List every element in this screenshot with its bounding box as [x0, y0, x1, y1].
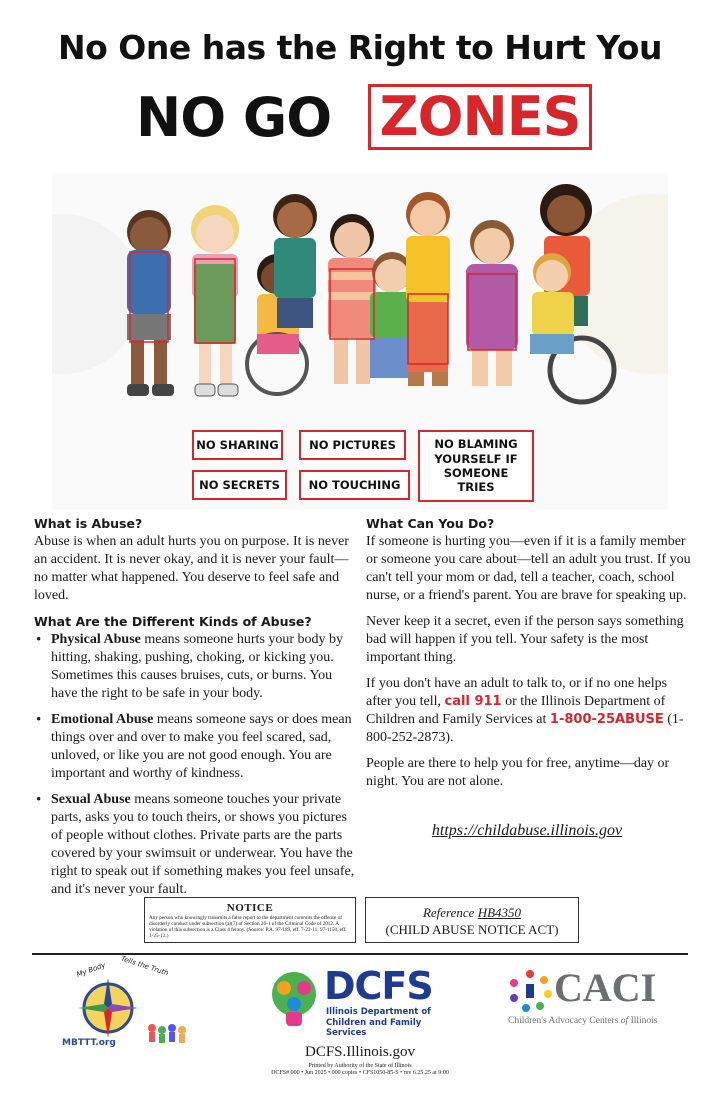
para-call-text-c: (1-800-252-2873). [366, 712, 684, 745]
zone-no-blaming: NO BLAMING YOURSELF IF SOMEONE TRIES [418, 430, 534, 502]
printed-by: Printed by Authority of the State of Illinois [308, 1063, 412, 1069]
caci-logo [506, 966, 666, 1032]
zone-outlines [130, 252, 516, 364]
reference-act: (CHILD ABUSE NOTICE ACT) [385, 922, 559, 937]
page-title: No One has the Right to Hurt You [58, 28, 662, 67]
list-item [34, 711, 356, 783]
kind-text: means someone touches your private parts, asks you to touch theirs, or shows you pictures of people without clothes. Private parts are the parts covered by your swimsuit or underwear. You have the right to speak out if something makes you feel unsafe, and it's never your fault. [51, 792, 355, 897]
para-help-free: People are there to help you for free, anytime—day or night. You are not alone. [366, 756, 670, 789]
mbttt-url: MBTTT.org [62, 1038, 116, 1048]
kinds-heading: What Are the Different Kinds of Abuse? [34, 614, 312, 629]
abuse-text: Abuse is when an adult hurts you on purpose. It is never an accident. It is never okay, and it is never your fault—no matter what happened. You deserve to feel safe and loved. [34, 534, 349, 603]
reference-box [365, 897, 579, 943]
kind-text: means someone says or does mean things over and over to make you feel scared, sad, unloved, or like you are not good enough. You are important and worthy of kindness. [51, 712, 352, 781]
zone-no-pictures: NO PICTURES [299, 430, 406, 460]
para-tell-adult: If someone is hurting you—even if it is a family member or someone you care about—tell an adult you trust. If you can't tell your mom or dad, tell a teacher, coach, school nurse, or a friend's parent. You are brave for speaking up. [366, 534, 691, 603]
mbttt-arc-right: Tells the Truth [119, 954, 170, 978]
print-codes: DCFS# 000 • Jun 2025 • 000 copies • CFS1050-85-S • rev 6.25.25 at 9:00 [271, 1070, 449, 1076]
child-1 [127, 210, 174, 396]
people-circle-icon [508, 968, 552, 1012]
child-4 [273, 194, 317, 328]
reference-bill-link[interactable]: HB4350 [477, 905, 522, 920]
kind-text: means someone hurts your body by hitting, shaking, pushing, choking, or kicking you. Sometimes this causes bruises, cuts, or burns. You have the right to be safe in your body. [51, 632, 344, 701]
caci-sub-b: Illinois [628, 1016, 658, 1026]
list-item [34, 631, 356, 703]
child-7 [406, 192, 450, 386]
kinds-list [34, 631, 356, 899]
caci-sub-a: Children's Advocacy Centers [508, 1016, 621, 1026]
left-column [34, 515, 356, 907]
notice-title: NOTICE [226, 902, 274, 914]
dcfs-sub1: Illinois Department of [326, 1007, 431, 1017]
mbttt-logo [56, 954, 206, 1052]
notice-body: Any person who knowingly transmits a false report to the department commits the offense of disorderly conduct under subsection (a)(7) of Section 26-1 of the Criminal Code of 2012. A violation of this subsection is a Class 4 felony. (Source: P.A. 97-189, eff. 7-22-11; 97-1150, eff. 1-25-13.) [149, 915, 347, 939]
call-911[interactable]: call 911 [444, 694, 502, 709]
para-call-text-a: If you don't have an adult to talk to, or if no one helps after you tell, [366, 676, 668, 709]
right-column [366, 515, 692, 799]
footer-divider [32, 953, 688, 955]
hotline-number[interactable]: 1-800-25ABUSE [549, 712, 664, 727]
child-2 [191, 205, 239, 396]
reference-prefix: Reference [422, 905, 478, 920]
kind-term: Sexual Abuse [51, 792, 131, 807]
notice-box [144, 897, 356, 943]
child-5 [328, 214, 376, 384]
zone-no-secrets: NO SECRETS [192, 470, 287, 500]
what-can-you-do-heading: What Can You Do? [366, 516, 495, 531]
dcfs-sub2: Children and Family Services [326, 1018, 422, 1038]
para-no-secret: Never keep it a secret, even if the person says something bad will happen if you tell. Your safety is the most important thing. [366, 614, 684, 665]
mbttt-arc-left: My Body [75, 961, 107, 979]
hero-illustration [52, 174, 668, 510]
dcfs-website[interactable]: DCFS.Illinois.gov [304, 1044, 416, 1060]
zone-no-touching: NO TOUCHING [299, 470, 410, 500]
headline [0, 86, 720, 150]
abuse-heading: What is Abuse? [34, 516, 143, 531]
caci-sub [508, 1016, 657, 1026]
reference-line [366, 904, 578, 921]
para-call [366, 675, 692, 747]
dcfs-name: DCFS [324, 964, 433, 1008]
headline-no-go: NO GO [136, 86, 332, 149]
list-item [34, 791, 356, 899]
dcfs-logo [270, 964, 450, 1038]
child-8 [466, 220, 518, 386]
headline-zones-box: ZONES [368, 84, 592, 150]
zone-no-sharing: NO SHARING [192, 430, 283, 460]
kind-term: Physical Abuse [51, 632, 141, 647]
childabuse-link[interactable]: https://childabuse.illinois.gov [431, 822, 623, 839]
para-call-text-b: or the Illinois Department of Children and Family Services at [366, 694, 666, 727]
caci-sub-of: of [620, 1016, 629, 1026]
caci-name: CACI [554, 965, 657, 1010]
family-icon [270, 970, 318, 1030]
kind-term: Emotional Abuse [51, 712, 154, 727]
